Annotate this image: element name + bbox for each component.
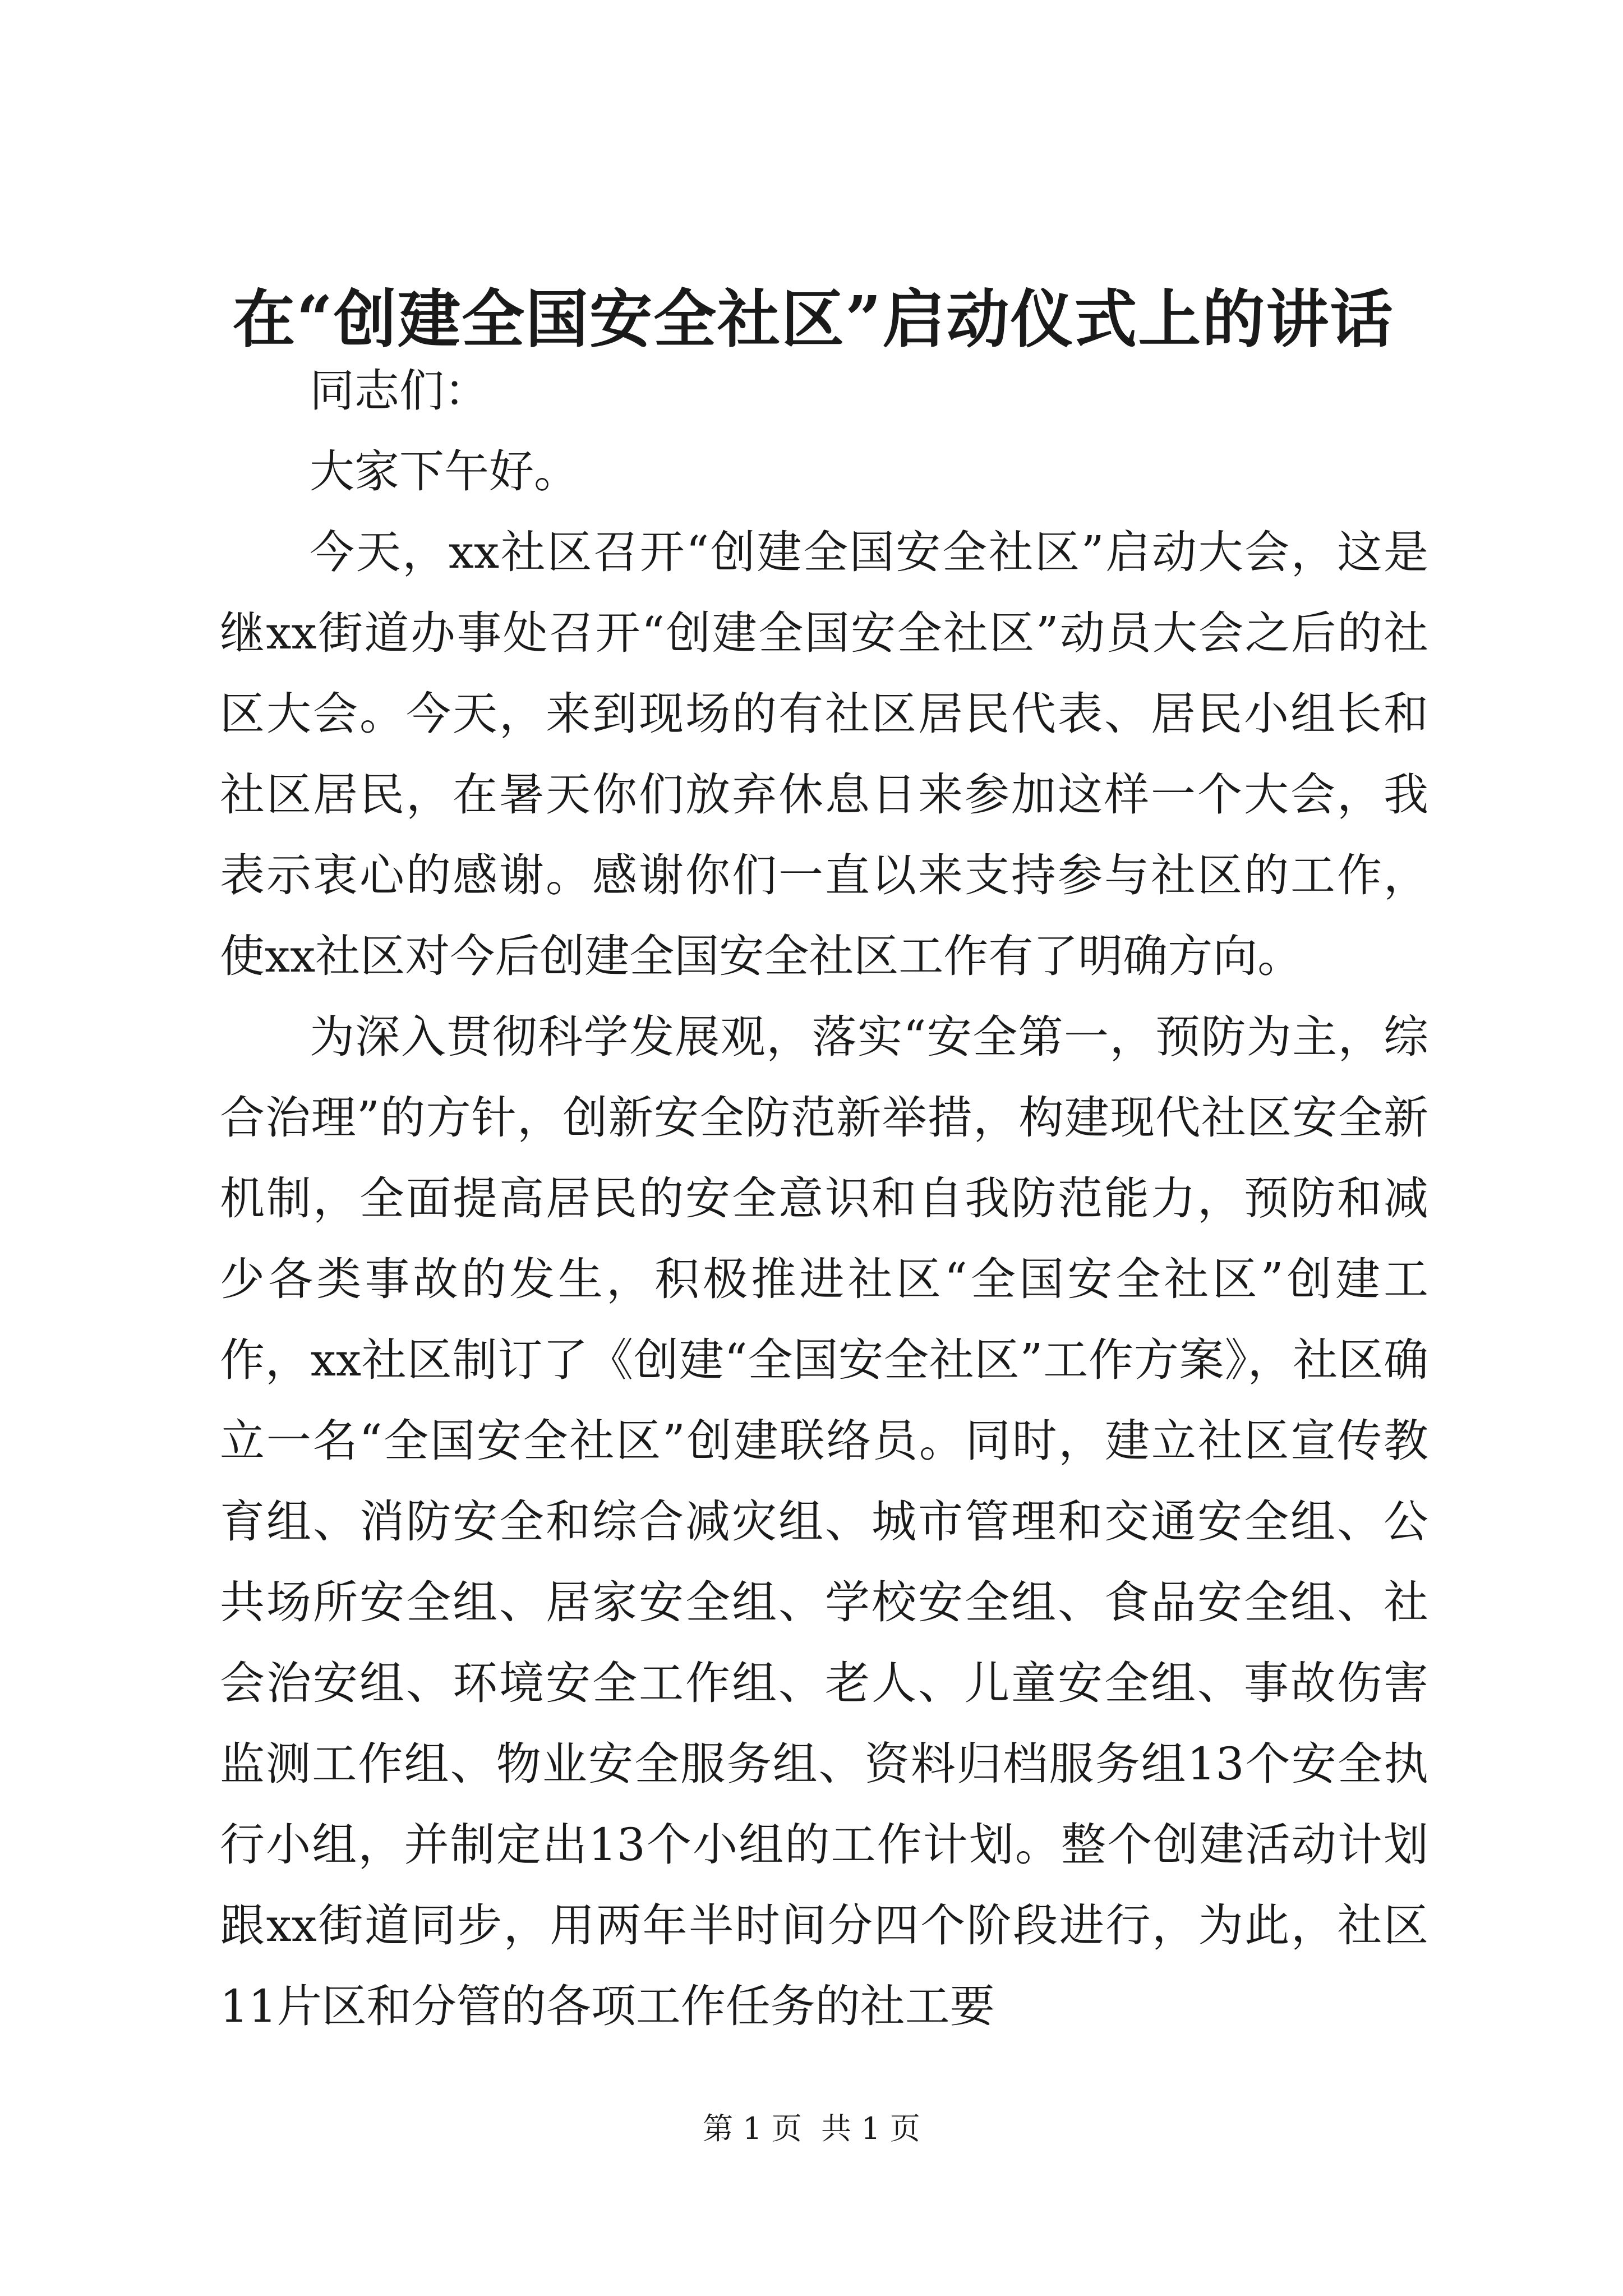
body-paragraph: 今天，xx社区召开“创建全国安全社区”启动大会，这是继xx街道办事处召开“创建全国安全社区”动员大会之后的社区大会。今天，来到现场的有社区居民代表、居民小组长和社区居民，在暑天你们放弃休息日来参加这样一个大会，我表示衷心的感谢。感谢你们一直以来支持参与社区的工作，使xx社区对今后创建全国安全社区工作有了明确方向。 bbox=[220, 526, 1428, 982]
body-paragraph: 为深入贯彻科学发展观，落实“安全第一，预防为主，综合治理”的方针，创新安全防范新举措，构建现代社区安全新机制，全面提高居民的安全意识和自我防范能力，预防和减少各类事故的发生，积极推进社区“全国安全社区”创建工作，xx社区制订了《创建“全国安全社区”工作方案》，社区确立一名“全国安全社区”创建联络员。同时，建立社区宣传教育组、消防安全和综合减灾组、城市管理和交通安全组、公共场所安全组、居家安全组、学校安全组、食品安全组、社会治安组、环境安全工作组、老人、儿童安全组、事故伤害监测工作组、物业安全服务组、资料归档服务组13个安全执行小组，并制定出13个小组的工作计划。整个创建活动计划跟xx街道同步，用两年半时间分四个阶段进行，为此，社区11片区和分管的各项工作任务的社工要 bbox=[220, 1011, 1428, 2032]
page-footer: 第 1 页 共 1 页 bbox=[703, 2111, 920, 2146]
document-body bbox=[220, 351, 1428, 2047]
document-title: 在“创建全国安全社区”启动仪式上的讲话 bbox=[232, 283, 1394, 356]
greeting-paragraph: 大家下午好。 bbox=[310, 445, 579, 498]
salutation-paragraph: 同志们： bbox=[310, 365, 489, 417]
